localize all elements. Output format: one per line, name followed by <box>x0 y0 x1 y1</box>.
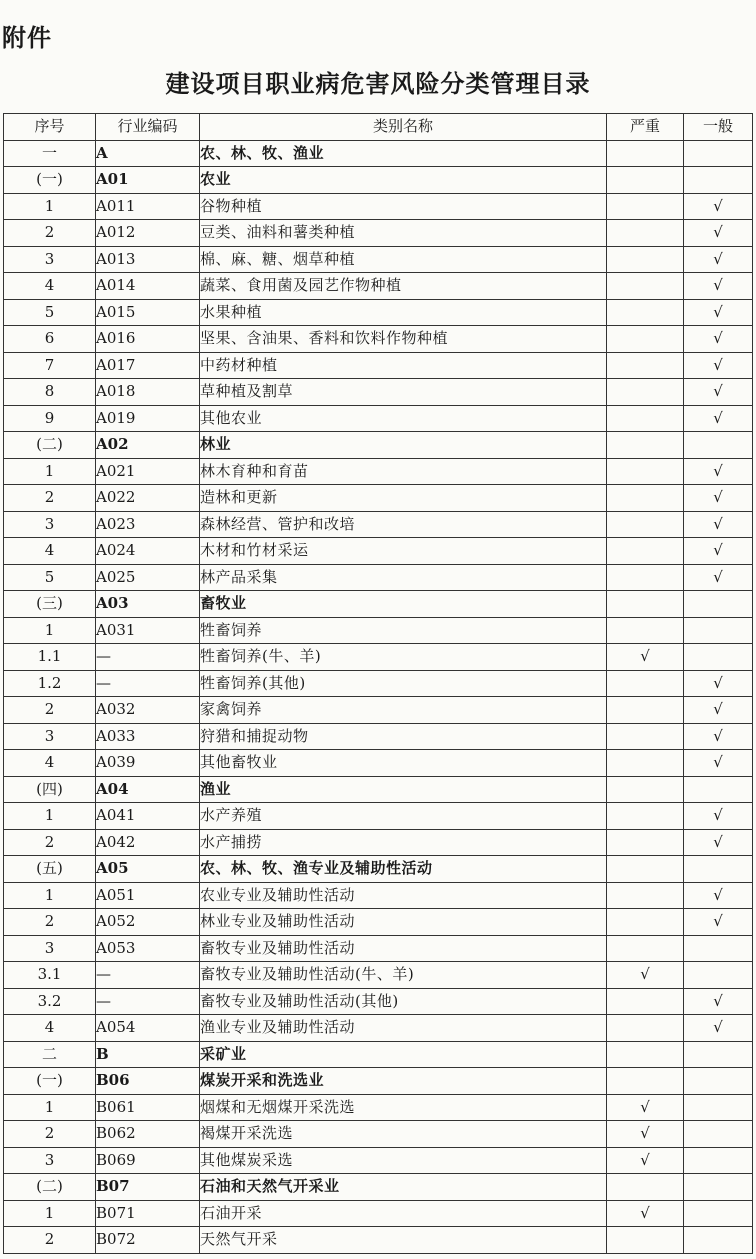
name-cell: 农、林、牧、渔业 <box>200 140 607 167</box>
table-row <box>4 1094 753 1121</box>
code-cell: A012 <box>96 220 200 247</box>
table-row-group <box>4 591 753 618</box>
code-cell: A05 <box>96 856 200 883</box>
name-cell: 蔬菜、食用菌及园艺作物种植 <box>200 273 607 300</box>
severe-cell <box>607 1068 684 1095</box>
seq-cell: 7 <box>4 352 96 379</box>
seq-cell: 1 <box>4 1094 96 1121</box>
seq-cell: 1 <box>4 803 96 830</box>
severe-cell <box>607 697 684 724</box>
annex-label: 附件 <box>2 24 52 52</box>
general-cell: √ <box>684 538 753 565</box>
header-severe: 严重 <box>607 114 684 141</box>
table-row <box>4 379 753 406</box>
code-cell: A039 <box>96 750 200 777</box>
general-cell: √ <box>684 829 753 856</box>
general-cell: √ <box>684 379 753 406</box>
seq-cell: (一) <box>4 167 96 194</box>
general-cell <box>684 617 753 644</box>
table-row <box>4 988 753 1015</box>
risk-catalog-table <box>3 113 753 1254</box>
general-cell <box>684 776 753 803</box>
name-cell: 豆类、油料和薯类种植 <box>200 220 607 247</box>
seq-cell: (四) <box>4 776 96 803</box>
table-row <box>4 405 753 432</box>
name-cell: 农、林、牧、渔专业及辅助性活动 <box>200 856 607 883</box>
table-row-group <box>4 140 753 167</box>
table-row <box>4 273 753 300</box>
general-cell: √ <box>684 193 753 220</box>
code-cell: A011 <box>96 193 200 220</box>
seq-cell: 4 <box>4 1015 96 1042</box>
general-cell <box>684 1227 753 1254</box>
general-cell <box>684 1200 753 1227</box>
seq-cell: 9 <box>4 405 96 432</box>
table-row <box>4 1121 753 1148</box>
table-row <box>4 458 753 485</box>
seq-cell: 1 <box>4 882 96 909</box>
table-row <box>4 1015 753 1042</box>
table-row <box>4 485 753 512</box>
table-row <box>4 750 753 777</box>
seq-cell: 3.1 <box>4 962 96 989</box>
name-cell: 烟煤和无烟煤开采洗选 <box>200 1094 607 1121</box>
name-cell: 林产品采集 <box>200 564 607 591</box>
table-row <box>4 564 753 591</box>
severe-cell <box>607 379 684 406</box>
general-cell <box>684 432 753 459</box>
table-row <box>4 697 753 724</box>
code-cell: A054 <box>96 1015 200 1042</box>
name-cell: 坚果、含油果、香料和饮料作物种植 <box>200 326 607 353</box>
general-cell: √ <box>684 670 753 697</box>
severe-cell <box>607 803 684 830</box>
code-cell: B072 <box>96 1227 200 1254</box>
code-cell: A031 <box>96 617 200 644</box>
seq-cell: 2 <box>4 1227 96 1254</box>
severe-cell <box>607 1174 684 1201</box>
seq-cell: (三) <box>4 591 96 618</box>
name-cell: 中药材种植 <box>200 352 607 379</box>
severe-cell <box>607 140 684 167</box>
code-cell: A052 <box>96 909 200 936</box>
severe-cell <box>607 1227 684 1254</box>
table-row-group <box>4 1041 753 1068</box>
code-cell: A04 <box>96 776 200 803</box>
general-cell: √ <box>684 564 753 591</box>
name-cell: 其他农业 <box>200 405 607 432</box>
severe-cell <box>607 167 684 194</box>
table-row-group <box>4 432 753 459</box>
table-row <box>4 803 753 830</box>
seq-cell: 一 <box>4 140 96 167</box>
severe-cell <box>607 458 684 485</box>
name-cell: 水果种植 <box>200 299 607 326</box>
code-cell: B07 <box>96 1174 200 1201</box>
code-cell: — <box>96 644 200 671</box>
severe-cell <box>607 723 684 750</box>
header-name: 类别名称 <box>200 114 607 141</box>
general-cell <box>684 1174 753 1201</box>
code-cell: — <box>96 988 200 1015</box>
name-cell: 森林经营、管护和改培 <box>200 511 607 538</box>
table-row <box>4 617 753 644</box>
code-cell: A016 <box>96 326 200 353</box>
code-cell: A03 <box>96 591 200 618</box>
name-cell: 造林和更新 <box>200 485 607 512</box>
seq-cell: 1 <box>4 458 96 485</box>
table-row <box>4 909 753 936</box>
table-row <box>4 1147 753 1174</box>
severe-cell: √ <box>607 962 684 989</box>
table-row-group <box>4 776 753 803</box>
general-cell: √ <box>684 405 753 432</box>
general-cell <box>684 1147 753 1174</box>
seq-cell: 2 <box>4 909 96 936</box>
name-cell: 木材和竹材采运 <box>200 538 607 565</box>
severe-cell <box>607 485 684 512</box>
seq-cell: 3.2 <box>4 988 96 1015</box>
general-cell: √ <box>684 273 753 300</box>
severe-cell <box>607 856 684 883</box>
name-cell: 水产养殖 <box>200 803 607 830</box>
seq-cell: 3 <box>4 723 96 750</box>
name-cell: 畜牧专业及辅助性活动(其他) <box>200 988 607 1015</box>
seq-cell: 5 <box>4 299 96 326</box>
code-cell: B071 <box>96 1200 200 1227</box>
name-cell: 渔业 <box>200 776 607 803</box>
code-cell: A014 <box>96 273 200 300</box>
table-row <box>4 352 753 379</box>
general-cell: √ <box>684 458 753 485</box>
code-cell: A02 <box>96 432 200 459</box>
code-cell: A024 <box>96 538 200 565</box>
header-seq: 序号 <box>4 114 96 141</box>
name-cell: 林木育种和育苗 <box>200 458 607 485</box>
name-cell: 林业专业及辅助性活动 <box>200 909 607 936</box>
severe-cell <box>607 273 684 300</box>
seq-cell: 1 <box>4 193 96 220</box>
severe-cell <box>607 220 684 247</box>
code-cell: A015 <box>96 299 200 326</box>
severe-cell <box>607 988 684 1015</box>
name-cell: 农业专业及辅助性活动 <box>200 882 607 909</box>
code-cell: — <box>96 670 200 697</box>
general-cell <box>684 962 753 989</box>
general-cell: √ <box>684 485 753 512</box>
code-cell: A041 <box>96 803 200 830</box>
seq-cell: 2 <box>4 1121 96 1148</box>
seq-cell: 3 <box>4 246 96 273</box>
code-cell: A051 <box>96 882 200 909</box>
severe-cell <box>607 1015 684 1042</box>
general-cell <box>684 167 753 194</box>
table-body <box>4 140 753 1253</box>
general-cell: √ <box>684 299 753 326</box>
code-cell: A018 <box>96 379 200 406</box>
table-row-group <box>4 856 753 883</box>
header-general: 一般 <box>684 114 753 141</box>
table-row <box>4 829 753 856</box>
code-cell: — <box>96 962 200 989</box>
general-cell <box>684 1094 753 1121</box>
table-header <box>4 114 753 141</box>
seq-cell: 4 <box>4 750 96 777</box>
severe-cell: √ <box>607 644 684 671</box>
table-row <box>4 935 753 962</box>
general-cell <box>684 140 753 167</box>
general-cell <box>684 856 753 883</box>
severe-cell <box>607 829 684 856</box>
name-cell: 畜牧业 <box>200 591 607 618</box>
severe-cell <box>607 511 684 538</box>
name-cell: 林业 <box>200 432 607 459</box>
code-cell: A053 <box>96 935 200 962</box>
general-cell: √ <box>684 882 753 909</box>
seq-cell: 1 <box>4 617 96 644</box>
severe-cell <box>607 246 684 273</box>
seq-cell: 1.1 <box>4 644 96 671</box>
severe-cell: √ <box>607 1121 684 1148</box>
name-cell: 棉、麻、糖、烟草种植 <box>200 246 607 273</box>
table-row <box>4 644 753 671</box>
general-cell: √ <box>684 352 753 379</box>
general-cell: √ <box>684 909 753 936</box>
table-row <box>4 1227 753 1254</box>
table-row <box>4 882 753 909</box>
seq-cell: 3 <box>4 511 96 538</box>
severe-cell <box>607 935 684 962</box>
seq-cell: 5 <box>4 564 96 591</box>
code-cell: B062 <box>96 1121 200 1148</box>
code-cell: B069 <box>96 1147 200 1174</box>
name-cell: 家禽饲养 <box>200 697 607 724</box>
seq-cell: 8 <box>4 379 96 406</box>
table-row <box>4 326 753 353</box>
general-cell <box>684 1041 753 1068</box>
name-cell: 褐煤开采洗选 <box>200 1121 607 1148</box>
code-cell: A022 <box>96 485 200 512</box>
table-row <box>4 962 753 989</box>
name-cell: 草种植及割草 <box>200 379 607 406</box>
code-cell: A017 <box>96 352 200 379</box>
name-cell: 天然气开采 <box>200 1227 607 1254</box>
code-cell: B061 <box>96 1094 200 1121</box>
seq-cell: 2 <box>4 829 96 856</box>
table-row <box>4 538 753 565</box>
severe-cell <box>607 909 684 936</box>
code-cell: A019 <box>96 405 200 432</box>
general-cell: √ <box>684 511 753 538</box>
seq-cell: (二) <box>4 1174 96 1201</box>
seq-cell: 4 <box>4 538 96 565</box>
name-cell: 煤炭开采和洗选业 <box>200 1068 607 1095</box>
severe-cell <box>607 564 684 591</box>
seq-cell: 4 <box>4 273 96 300</box>
general-cell: √ <box>684 326 753 353</box>
table-row <box>4 193 753 220</box>
table-row <box>4 246 753 273</box>
seq-cell: 2 <box>4 485 96 512</box>
seq-cell: 3 <box>4 935 96 962</box>
general-cell: √ <box>684 988 753 1015</box>
severe-cell <box>607 750 684 777</box>
severe-cell <box>607 193 684 220</box>
severe-cell <box>607 591 684 618</box>
table-row-group <box>4 167 753 194</box>
seq-cell: (一) <box>4 1068 96 1095</box>
name-cell: 牲畜饲养(其他) <box>200 670 607 697</box>
severe-cell <box>607 1041 684 1068</box>
name-cell: 狩猎和捕捉动物 <box>200 723 607 750</box>
severe-cell: √ <box>607 1200 684 1227</box>
general-cell <box>684 1068 753 1095</box>
name-cell: 畜牧专业及辅助性活动(牛、羊) <box>200 962 607 989</box>
code-cell: A033 <box>96 723 200 750</box>
name-cell: 其他煤炭采选 <box>200 1147 607 1174</box>
code-cell: A013 <box>96 246 200 273</box>
table-row-group <box>4 1068 753 1095</box>
code-cell: A025 <box>96 564 200 591</box>
severe-cell <box>607 326 684 353</box>
code-cell: A <box>96 140 200 167</box>
code-cell: B06 <box>96 1068 200 1095</box>
general-cell: √ <box>684 697 753 724</box>
general-cell <box>684 935 753 962</box>
general-cell <box>684 591 753 618</box>
seq-cell: 3 <box>4 1147 96 1174</box>
severe-cell <box>607 299 684 326</box>
table-row <box>4 723 753 750</box>
name-cell: 其他畜牧业 <box>200 750 607 777</box>
general-cell: √ <box>684 750 753 777</box>
name-cell: 牲畜饲养(牛、羊) <box>200 644 607 671</box>
table-row <box>4 220 753 247</box>
severe-cell <box>607 405 684 432</box>
general-cell <box>684 1121 753 1148</box>
name-cell: 农业 <box>200 167 607 194</box>
name-cell: 牲畜饲养 <box>200 617 607 644</box>
severe-cell <box>607 882 684 909</box>
name-cell: 采矿业 <box>200 1041 607 1068</box>
table-row <box>4 1200 753 1227</box>
seq-cell: 2 <box>4 697 96 724</box>
name-cell: 石油开采 <box>200 1200 607 1227</box>
document-title: 建设项目职业病危害风险分类管理目录 <box>165 70 591 98</box>
name-cell: 石油和天然气开采业 <box>200 1174 607 1201</box>
code-cell: B <box>96 1041 200 1068</box>
general-cell: √ <box>684 220 753 247</box>
code-cell: A032 <box>96 697 200 724</box>
code-cell: A021 <box>96 458 200 485</box>
code-cell: A023 <box>96 511 200 538</box>
table-row-group <box>4 1174 753 1201</box>
seq-cell: 二 <box>4 1041 96 1068</box>
general-cell: √ <box>684 1015 753 1042</box>
header-row <box>4 114 753 141</box>
name-cell: 水产捕捞 <box>200 829 607 856</box>
code-cell: A01 <box>96 167 200 194</box>
general-cell <box>684 644 753 671</box>
severe-cell <box>607 617 684 644</box>
seq-cell: 6 <box>4 326 96 353</box>
table-row <box>4 670 753 697</box>
header-code: 行业编码 <box>96 114 200 141</box>
general-cell: √ <box>684 723 753 750</box>
severe-cell <box>607 670 684 697</box>
table-row <box>4 299 753 326</box>
seq-cell: 2 <box>4 220 96 247</box>
general-cell: √ <box>684 803 753 830</box>
severe-cell <box>607 776 684 803</box>
severe-cell <box>607 432 684 459</box>
seq-cell: (二) <box>4 432 96 459</box>
name-cell: 谷物种植 <box>200 193 607 220</box>
name-cell: 畜牧专业及辅助性活动 <box>200 935 607 962</box>
general-cell: √ <box>684 246 753 273</box>
severe-cell: √ <box>607 1147 684 1174</box>
severe-cell: √ <box>607 1094 684 1121</box>
seq-cell: 1.2 <box>4 670 96 697</box>
seq-cell: 1 <box>4 1200 96 1227</box>
name-cell: 渔业专业及辅助性活动 <box>200 1015 607 1042</box>
code-cell: A042 <box>96 829 200 856</box>
seq-cell: (五) <box>4 856 96 883</box>
table-row <box>4 511 753 538</box>
severe-cell <box>607 538 684 565</box>
severe-cell <box>607 352 684 379</box>
